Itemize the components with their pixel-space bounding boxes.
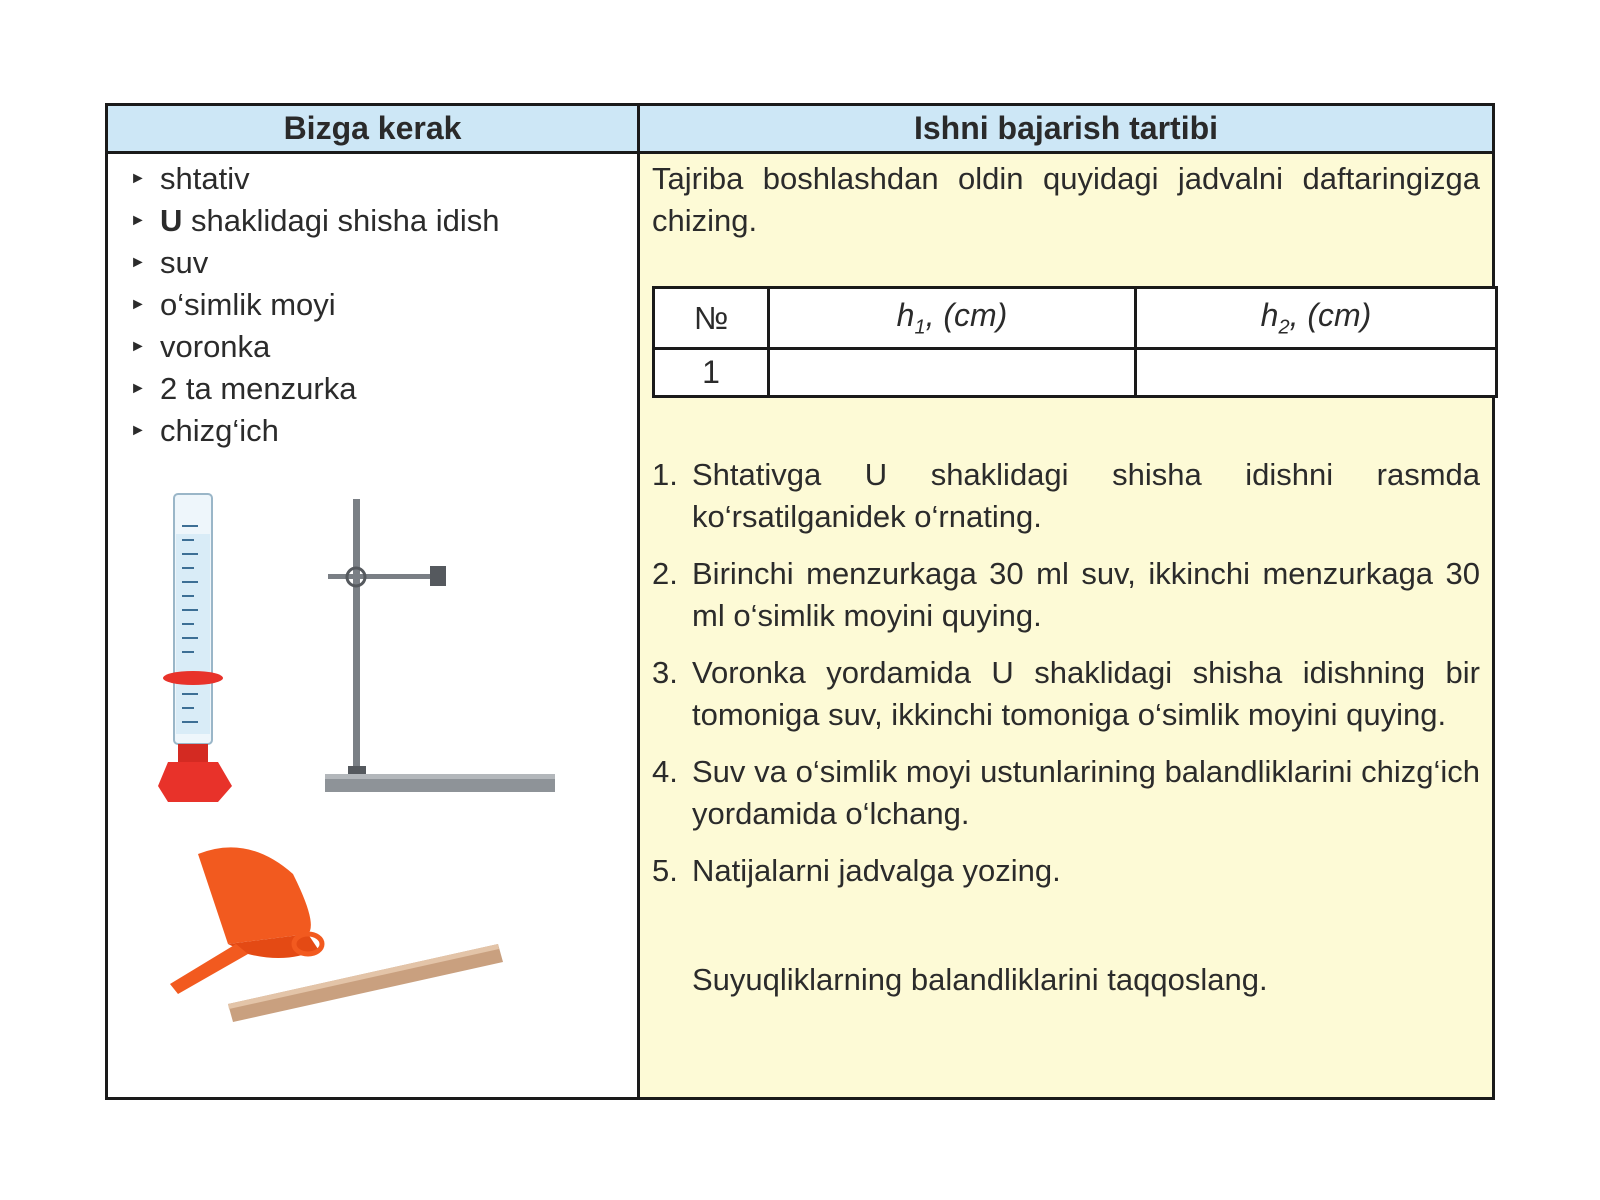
needed-header: Bizga kerak bbox=[108, 106, 637, 154]
step-text: Birinchi menzurkaga 30 ml suv, ikkinchi menzurkaga 30 ml o‘simlik moyini quying. bbox=[692, 556, 1480, 633]
step-item bbox=[652, 652, 1480, 736]
table-header-row bbox=[654, 288, 1497, 349]
col-h1-header bbox=[769, 288, 1136, 349]
step-number: 5. bbox=[652, 853, 678, 888]
item-text: shaklidagi shisha idish bbox=[182, 203, 500, 238]
step-text: Natijalarni jadvalga yozing. bbox=[692, 853, 1061, 888]
bullet-icon: ► bbox=[130, 422, 146, 439]
h1-value-cell bbox=[769, 349, 1136, 397]
col-number-header: № bbox=[654, 288, 769, 349]
item-text: 2 ta menzurka bbox=[160, 371, 357, 406]
h1-unit: , (cm) bbox=[925, 296, 1008, 333]
bullet-icon: ► bbox=[130, 212, 146, 229]
bullet-icon: ► bbox=[130, 170, 146, 187]
step-number: 4. bbox=[652, 754, 678, 789]
graduated-cylinder-icon bbox=[158, 494, 232, 802]
final-instruction: Suyuqliklarning balandliklarini taqqoslang. bbox=[692, 962, 1268, 997]
h2-value-cell bbox=[1136, 349, 1497, 397]
h1-symbol: h bbox=[896, 296, 915, 333]
funnel-icon bbox=[170, 847, 322, 994]
step-text: Suv va o‘simlik moyi ustunlarining balandliklarini chizg‘ich yordamida o‘lchang. bbox=[692, 754, 1480, 831]
step-item bbox=[652, 850, 1480, 892]
h2-symbol: h bbox=[1260, 296, 1279, 333]
item-text: suv bbox=[160, 245, 209, 280]
bullet-icon: ► bbox=[130, 296, 146, 313]
col-h2-header bbox=[1136, 288, 1497, 349]
procedure-steps bbox=[652, 454, 1480, 907]
lab-worksheet-frame bbox=[105, 103, 1495, 1100]
h2-unit: , (cm) bbox=[1289, 296, 1372, 333]
step-text: Voronka yordamida U shaklidagi shisha idishning bir tomoniga suv, ikkinchi tomoniga o‘simlik moyini quying. bbox=[692, 655, 1480, 732]
item-bold-letter: U bbox=[160, 203, 183, 238]
step-text: Shtativga U shaklidagi shisha idishni rasmda ko‘rsatilganidek o‘rnating. bbox=[692, 457, 1480, 534]
table-row bbox=[654, 349, 1497, 397]
h2-subscript: 2 bbox=[1278, 316, 1290, 339]
lab-equipment-illustrations bbox=[108, 154, 637, 1100]
step-item bbox=[652, 553, 1480, 637]
item-text: o‘simlik moyi bbox=[160, 287, 336, 322]
step-number: 3. bbox=[652, 655, 678, 690]
bullet-icon: ► bbox=[130, 254, 146, 271]
item-text: chizg‘ich bbox=[160, 413, 279, 448]
results-table bbox=[652, 286, 1498, 398]
procedure-header: Ishni bajarish tartibi bbox=[640, 106, 1492, 154]
materials-panel bbox=[108, 154, 637, 1097]
intro-text: Tajriba boshlashdan oldin quyidagi jadvalni daftaringizga chizing. bbox=[652, 161, 1480, 238]
step-number: 2. bbox=[652, 556, 678, 591]
step-item bbox=[652, 751, 1480, 835]
item-text: voronka bbox=[160, 329, 271, 364]
procedure-panel bbox=[640, 154, 1492, 1097]
lab-stand-icon bbox=[325, 499, 555, 792]
bullet-icon: ► bbox=[130, 338, 146, 355]
item-text: shtativ bbox=[160, 161, 250, 196]
step-item bbox=[652, 454, 1480, 538]
row-number-cell: 1 bbox=[654, 349, 769, 397]
bullet-icon: ► bbox=[130, 380, 146, 397]
h1-subscript: 1 bbox=[914, 316, 926, 339]
step-number: 1. bbox=[652, 457, 678, 492]
